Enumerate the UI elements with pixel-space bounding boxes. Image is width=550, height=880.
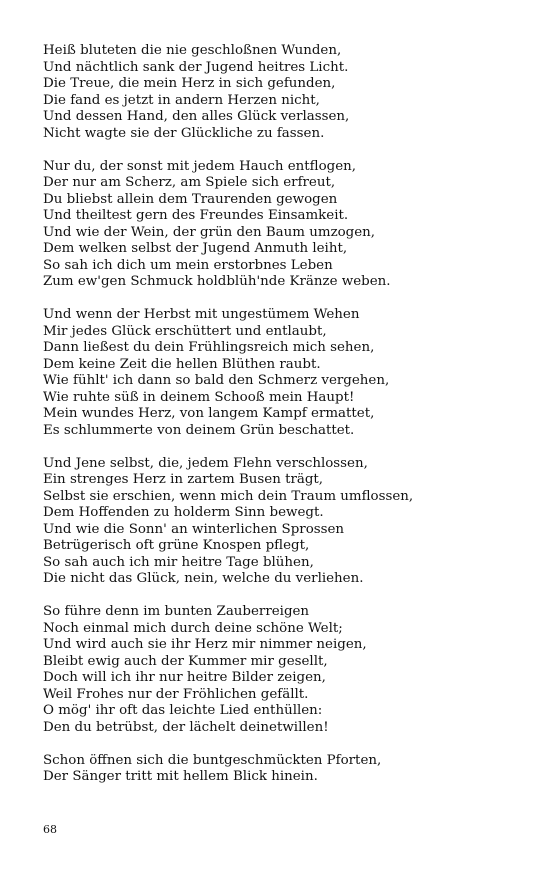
poem-line: Und theiltest gern des Freundes Einsamkeit. <box>43 208 349 223</box>
poem-line: Selbst sie erschien, wenn mich dein Traum umflossen, <box>43 488 414 504</box>
poem-line: Bleibt ewig auch der Kummer mir gesellt, <box>43 653 328 669</box>
stanza-2 <box>43 159 523 291</box>
poem-line: Der Sänger tritt mit hellem Blick hinein. <box>43 769 318 784</box>
poem-line: Schon öffnen sich die buntgeschmückten Pforten, <box>43 752 382 768</box>
poem-line: So sah ich dich um mein erstorbnes Leben <box>43 257 333 273</box>
poem-line: Die fand es jetzt in andern Herzen nicht, <box>43 92 320 108</box>
poem-line: Wie fühlt' ich dann so bald den Schmerz vergehen, <box>43 373 390 388</box>
poem-line: So führe denn im bunten Zauberreigen <box>43 604 310 619</box>
poem-line: Ein strenges Herz in zartem Busen trägt, <box>43 472 324 487</box>
page-number: 68 <box>43 823 57 836</box>
poem-line: Mir jedes Glück erschüttert und entlaubt, <box>43 323 327 339</box>
poem-line: So sah auch ich mir heitre Tage blühen, <box>43 554 314 570</box>
poem-page <box>43 43 523 802</box>
poem-line: O mög' ihr oft das leichte Lied enthüllen: <box>43 703 323 718</box>
poem-line: Dem welken selbst der Jugend Anmuth leiht, <box>43 241 348 256</box>
poem-line: Noch einmal mich durch deine schöne Welt; <box>43 620 343 636</box>
poem-line: Dann ließest du dein Frühlingsreich mich sehen, <box>43 340 375 355</box>
poem-line: Weil Frohes nur der Fröhlichen gefällt. <box>43 686 309 702</box>
poem-line: Und nächtlich sank der Jugend heitres Licht. <box>43 59 349 75</box>
poem-line: Und wenn der Herbst mit ungestümem Wehen <box>43 307 360 322</box>
poem-line: Nicht wagte sie der Glückliche zu fassen. <box>43 125 325 141</box>
stanza-1 <box>43 43 523 142</box>
poem-line: Betrügerisch oft grüne Knospen pflegt, <box>43 538 310 553</box>
poem-line: Und wie der Wein, der grün den Baum umzogen, <box>43 224 376 240</box>
poem-line: Den du betrübst, der lächelt deinetwillen! <box>43 719 329 735</box>
poem-line: Die nicht das Glück, nein, welche du verliehen. <box>43 571 364 586</box>
poem-line: Du bliebst allein dem Traurenden gewogen <box>43 191 338 207</box>
poem-line: Wie ruhte süß in deinem Schooß mein Haupt! <box>43 389 355 405</box>
stanza-5 <box>43 604 523 736</box>
poem-line: Nur du, der sonst mit jedem Hauch entflogen, <box>43 158 357 174</box>
poem-line: Und wie die Sonn' an winterlichen Sprossen <box>43 521 345 537</box>
poem-line: Und wird auch sie ihr Herz mir nimmer neigen, <box>43 637 367 652</box>
poem-line: Heiß bluteten die nie geschloßnen Wunden, <box>43 43 342 58</box>
poem-line: Es schlummerte von deinem Grün beschattet. <box>43 422 355 438</box>
stanza-6 <box>43 753 523 786</box>
stanza-4 <box>43 456 523 588</box>
poem-line: Und Jene selbst, die, jedem Flehn verschlossen, <box>43 455 368 471</box>
poem-line: Die Treue, die mein Herz in sich gefunden, <box>43 76 336 91</box>
poem-line: Der nur am Scherz, am Spiele sich erfreut, <box>43 175 336 190</box>
poem-line: Und dessen Hand, den alles Glück verlassen, <box>43 109 350 124</box>
poem-line: Mein wundes Herz, von langem Kampf ermattet, <box>43 406 375 421</box>
poem-line: Doch will ich ihr nur heitre Bilder zeigen, <box>43 670 326 685</box>
poem-line: Dem keine Zeit die hellen Blüthen raubt. <box>43 356 321 372</box>
poem-line: Dem Hoffenden zu holderm Sinn bewegt. <box>43 505 324 520</box>
stanza-3 <box>43 307 523 439</box>
poem-line: Zum ew'gen Schmuck holdblüh'nde Kränze weben. <box>43 274 391 289</box>
